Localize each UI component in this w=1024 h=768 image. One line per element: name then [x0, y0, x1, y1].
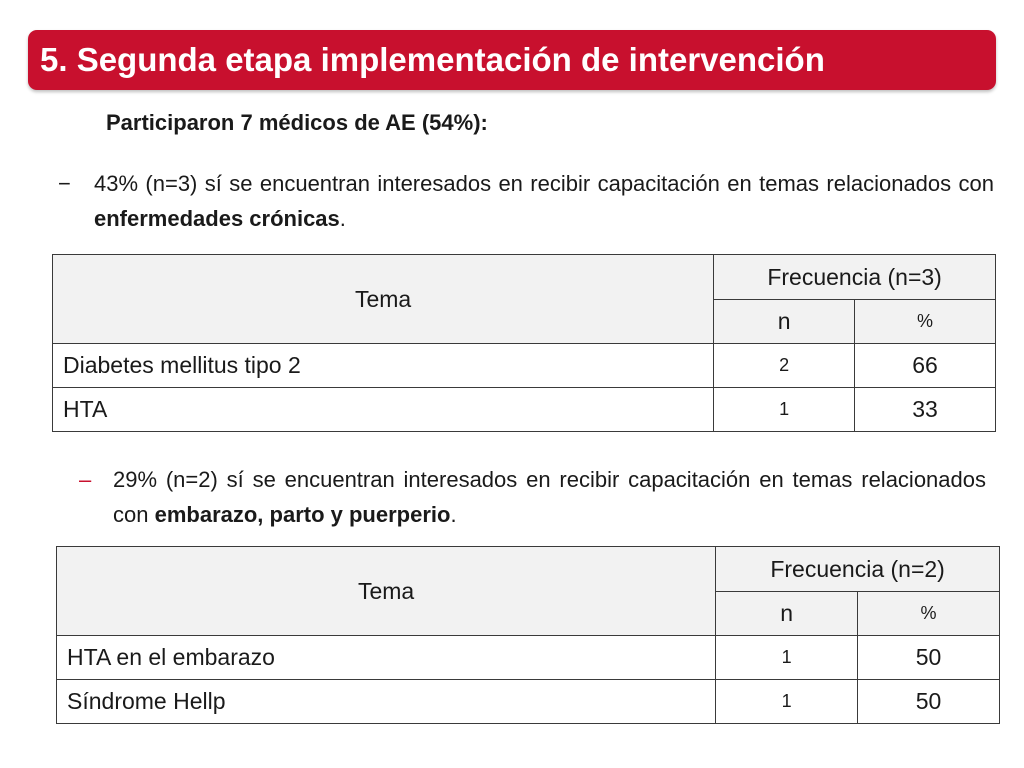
cell-tema: Diabetes mellitus tipo 2 — [53, 344, 714, 388]
dash-bullet-icon: − — [58, 171, 71, 196]
cell-n: 2 — [714, 344, 855, 388]
title-banner — [28, 30, 996, 90]
bullet-pregnancy — [79, 462, 986, 532]
table-row — [53, 344, 996, 388]
bullet-period: . — [339, 206, 346, 231]
bullet-text: 29% (n=2) sí se encuentran interesados en recibir capacitación en temas relacionados con — [113, 467, 986, 527]
header-n: n — [714, 300, 855, 344]
bullet-text: 43% (n=3) sí se encuentran interesados en recibir capacitación en temas relacionados con — [94, 171, 994, 196]
cell-n: 1 — [716, 680, 858, 724]
table-pregnancy — [56, 546, 1000, 724]
cell-tema: HTA — [53, 388, 714, 432]
table-row — [57, 636, 1000, 680]
cell-tema: Síndrome Hellp — [57, 680, 716, 724]
dash-bullet-icon: – — [79, 467, 92, 492]
header-tema: Tema — [53, 255, 714, 344]
cell-n: 1 — [716, 636, 858, 680]
bullet-bold-text: embarazo, parto y puerperio — [154, 502, 451, 527]
cell-pct: 50 — [858, 636, 1000, 680]
table-chronic-diseases — [52, 254, 996, 432]
bullet-chronic-diseases — [58, 166, 994, 236]
slide-title: 5. Segunda etapa implementación de intervención — [40, 41, 825, 78]
bullet-period: . — [450, 502, 457, 527]
header-tema: Tema — [57, 547, 716, 636]
header-frecuencia: Frecuencia (n=3) — [714, 255, 996, 300]
cell-pct: 66 — [855, 344, 996, 388]
header-n: n — [716, 592, 858, 636]
header-frecuencia: Frecuencia (n=2) — [716, 547, 1000, 592]
cell-pct: 33 — [855, 388, 996, 432]
cell-tema: HTA en el embarazo — [57, 636, 716, 680]
header-pct: % — [855, 300, 996, 344]
table-row — [57, 680, 1000, 724]
header-pct: % — [858, 592, 1000, 636]
bullet-bold-text: enfermedades crónicas — [94, 206, 340, 231]
participants-subheading: Participaron 7 médicos de AE (54%): — [106, 110, 488, 135]
cell-n: 1 — [714, 388, 855, 432]
cell-pct: 50 — [858, 680, 1000, 724]
table-row — [53, 388, 996, 432]
